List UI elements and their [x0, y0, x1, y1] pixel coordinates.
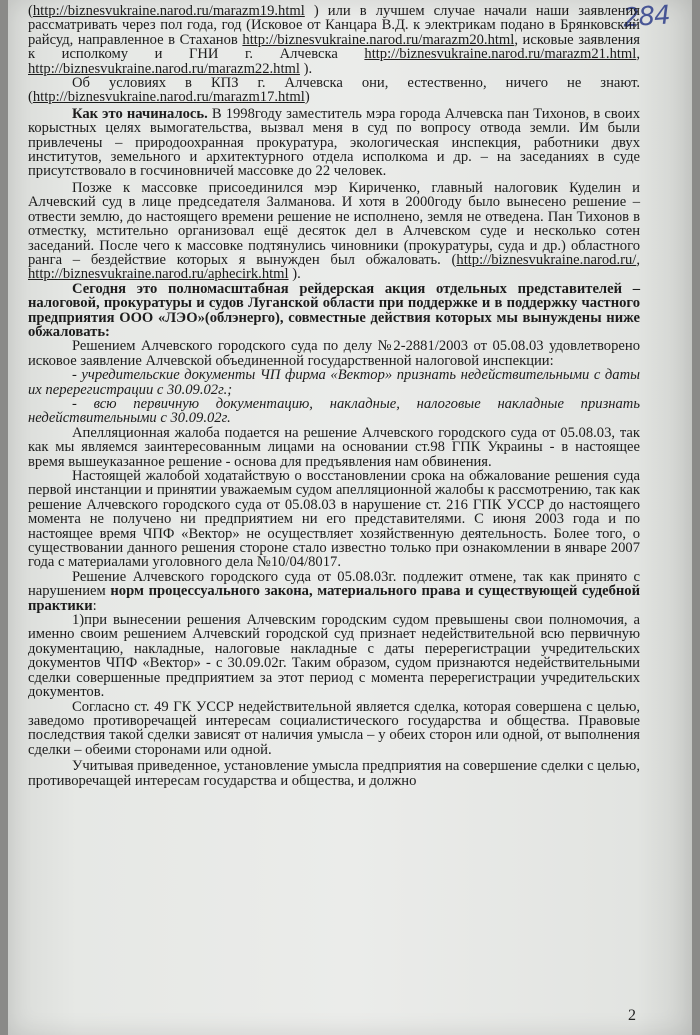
- document-body: [28, 4, 640, 788]
- link-biznesvukraine[interactable]: http://biznesvukraine.narod.ru/: [456, 251, 637, 268]
- document-page: [8, 0, 692, 1035]
- link-marazm19[interactable]: http://biznesvukraine.narod.ru/marazm19.html: [32, 3, 305, 19]
- paragraph-later: Позже к массовке присоединился мэр Кириченко, главный налоговик Куделин и Алчевский суд в лице председателя Залманова. И хотя в 2000году было вынесено решение – отвести землю, до настоящего времени решение не исполнено, земля не отведена. Пан Тихонов в отместку, мстительно организовал ещё десяток дел в Алчевском суде и несколько сотен заседаний. После чего к массовке подтянулись чиновники (прокуратуры, суда и др.) областного ранга – бездействие которых я вынужден был обжаловать. (http://biznesvukraine.narod.ru/, http://biznesvukraine.narod.ru/aphecirk.html ).: [28, 179, 640, 283]
- link-marazm20[interactable]: http://biznesvukraine.narod.ru/marazm20.html: [242, 31, 515, 48]
- paragraph-subject: Решение Алчевского городского суда от 05.08.03г. подлежит отмене, так как принято с нарушением норм процессуального закона, материального права и существующей судебной практики:: [28, 568, 640, 614]
- link-marazm21[interactable]: http://biznesvukraine.narod.ru/marazm21.html: [364, 46, 637, 63]
- paragraph-last: Учитывая приведенное, установление умысла предприятия на совершение сделки с целью, противоречащей интересам государства и общества, и должно: [28, 758, 640, 789]
- paragraph-point-1: 1)при вынесении решения Алчевским городским судом превышены свои полномочия, а именно своим решением Алчевский городской суд признает недействительной всю первичную документацию, накладные, налоговые накладные с даты перерегистрации учредительских документов ЧПФ «Вектор» - с 30.09.02г. Таким образом, судом признаются недействительными сделки совершенные предприятием за этот период с момента перерегистрации учредительских документов.: [28, 612, 640, 701]
- paragraph-request: Настоящей жалобой ходатайствую о восстановлении срока на обжалование решения суда первой инстанции и принятии уважаемым судом апелляционной жалобы к рассмотрению, так как решение Алчевского городского суда от 05.08.03 в нарушение ст. 216 ГПК УССР до настоящего момента не получено ни предприятием ни его представителями. С июня 2003 года и по настоящее время ЧПФ «Вектор» не осуществляет хозяйственную деятельность. Более того, о существовании данного решения стороне стало известно только при ознакомлении в январе 2007 года с материалами уголовного дела №10/04/8017.: [28, 468, 640, 571]
- paragraph-kpz: Об условиях в КПЗ г. Алчевска они, естественно, ничего не знают. (http://biznesvukraine.narod.ru/marazm17.html): [28, 75, 640, 106]
- paragraph-appeal: Апелляционная жалоба подается на решение Алчевского городского суда от 05.08.03, так как мы являемся заинтересованным лицами на основании ст.98 ГПК Украины - в настоящее время вышеуказанное решение - основа для предъявления нам обвинения.: [28, 424, 640, 470]
- paragraph-top: (http://biznesvukraine.narod.ru/marazm19.html ) или в лучшем случае начали наши заявления рассматривать через пол года, год (Исковое от Канцара В.Д. к электрикам подано в Брянковский райсуд, направленное в Стаханов http://biznesvukraine.narod.ru/marazm20.html, исковые заявления к исполкому и ГНИ г. Алчевска http://biznesvukraine.narod.ru/marazm21.html, http://biznesvukraine.narod.ru/marazm22.html ).: [28, 3, 640, 77]
- handwritten-page-number: 284: [622, 0, 671, 34]
- list-item-1: - учредительские документы ЧП фирма «Вектор» признать недействительными с даты их перерегистрации с 30.09.02г.;: [28, 367, 640, 398]
- paragraph-article-49: Согласно ст. 49 ГК УССР недействительной является сделка, которая совершена с целью, заведомо противоречащей интересам социалистического государства и общества. Правовые последствия такой сделки зависят от наличия умысла – у обеих сторон или одной, от выполнения сделки – обеими сторонами или одной.: [28, 698, 640, 758]
- link-aphecirk[interactable]: http://biznesvukraine.narod.ru/aphecirk.html: [28, 266, 289, 283]
- link-marazm22[interactable]: http://biznesvukraine.narod.ru/marazm22.html: [28, 60, 300, 77]
- paragraph-today: Сегодня это полномасштабная рейдерская акция отдельных представителей – налоговой, прокуратуры и судов Луганской области при поддержке и в поддержку частного предприятия ООО «ЛЭО»(облэнерго), совместные действия которых мы вынуждены ниже обжаловать:: [28, 280, 640, 340]
- list-item-2: - всю первичную документацию, накладные, налоговые накладные признать недействительными с 30.09.02г.: [28, 395, 640, 427]
- paragraph-decision: Решением Алчевского городского суда по делу №2-2881/2003 от 05.08.03 удовлетворено исковое заявление Алчевской объединенной государственной налоговой инспекции:: [28, 338, 640, 369]
- paragraph-how-it-started: Как это начиналось. В 1998году заместитель мэра города Алчевска пан Тихонов, в своих корыстных целях вымогательства, вызвал меня в суд по вопросу отвода земли. Им были привлечены – природоохранная прокуратура, экологическая инспекция, работники двух институтов, земельного и архитектурного отдела исполкома и др. – на заседаниях в суде присутствовало в госчиновничей массовке до 22 человек.: [28, 105, 640, 180]
- page-number: 2: [628, 1007, 636, 1024]
- heading-how-it-started: Как это начиналось.: [72, 105, 208, 122]
- link-marazm17[interactable]: http://biznesvukraine.narod.ru/marazm17.html: [32, 89, 305, 106]
